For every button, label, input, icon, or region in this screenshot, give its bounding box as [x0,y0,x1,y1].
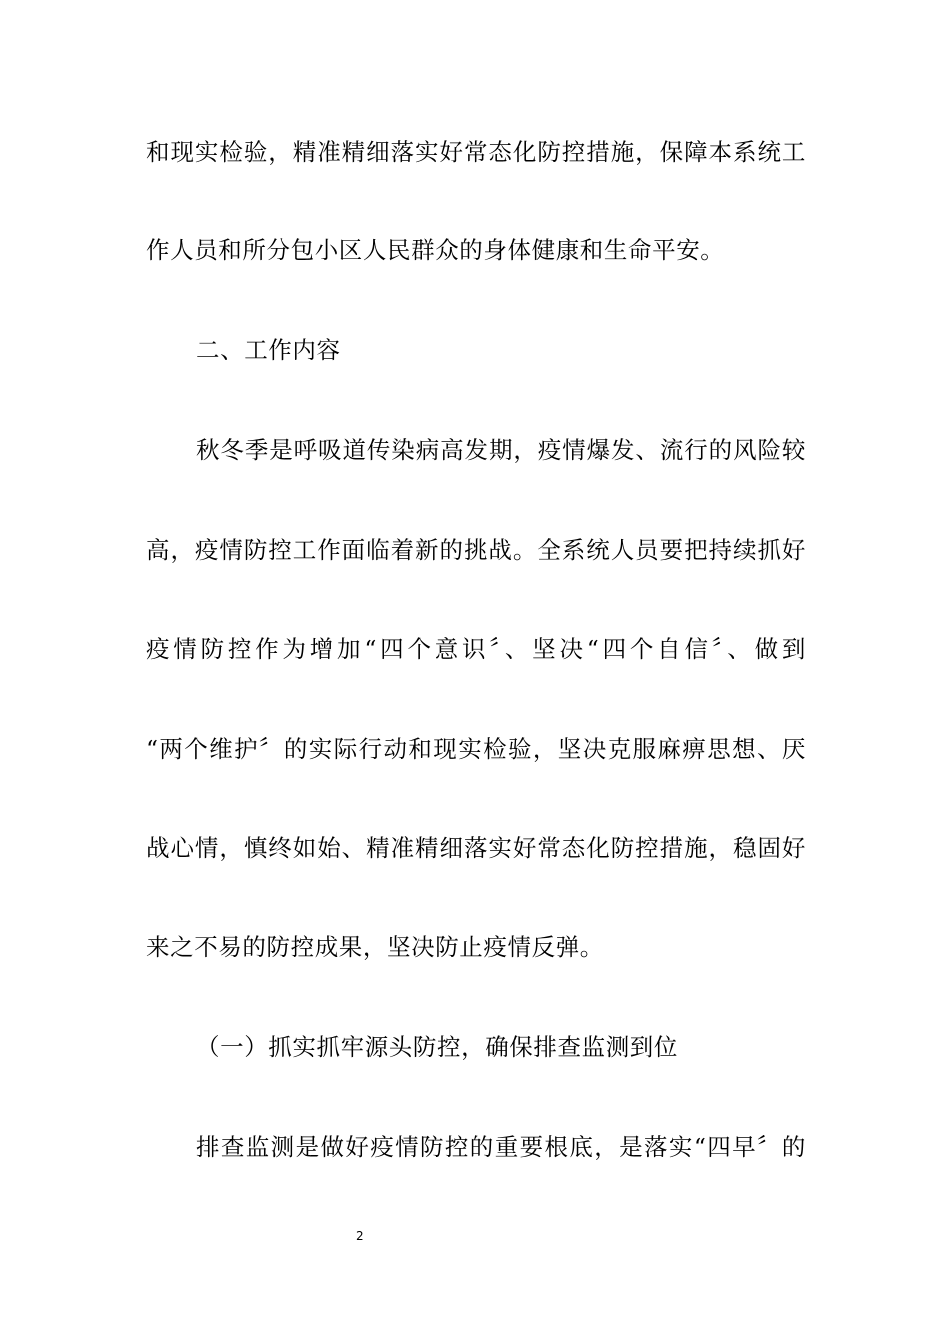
page-number: 2 [356,1229,364,1243]
subsection-heading: （一）抓实抓牢源头防控，确保排查监测到位 [196,1033,678,1061]
paragraph-line: 秋冬季是呼吸道传染病高发期，疫情爆发、流行的风险较 [196,436,806,464]
paragraph-line: “两个维护〞的实际行动和现实检验，坚决克服麻痹思想、厌 [146,735,806,763]
paragraph-line: 作人员和所分包小区人民群众的身体健康和生命平安。 [146,236,725,264]
paragraph-line: 战心情，慎终如始、精准精细落实好常态化防控措施，稳固好 [146,834,806,862]
section-heading: 二、工作内容 [196,336,341,364]
paragraph-line: 来之不易的防控成果，坚决防止疫情反弹。 [146,933,604,961]
paragraph-line: 疫情防控作为增加“四个意识〞、坚决“四个自信〞、做到 [146,635,806,663]
paragraph-line: 排查监测是做好疫情防控的重要根底，是落实“四早〞的 [196,1133,806,1161]
paragraph-line: 高，疫情防控工作面临着新的挑战。全系统人员要把持续抓好 [146,536,806,564]
paragraph-line: 和现实检验，精准精细落实好常态化防控措施，保障本系统工 [146,138,806,166]
